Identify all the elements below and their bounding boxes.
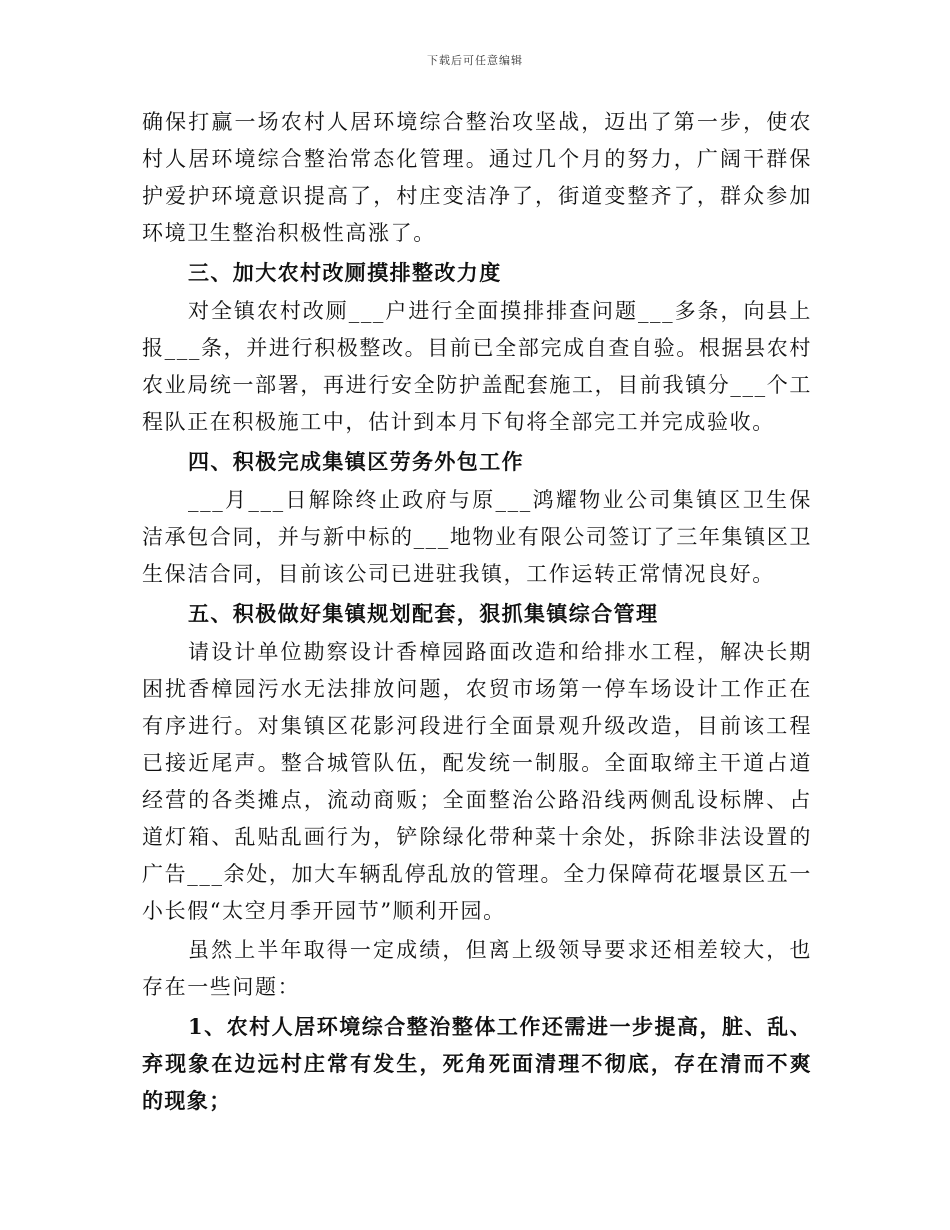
page-header: 下载后可任意编辑 bbox=[427, 54, 523, 67]
document-body bbox=[142, 104, 812, 1119]
problem-item-1: 1、农村人居环境综合整治整体工作还需进一步提高，脏、乱、弃现象在边远村庄常有发生，死角死面清理不彻底，存在清而不爽的现象； bbox=[142, 1014, 812, 1113]
section-heading-4: 四、积极完成集镇区劳务外包工作 bbox=[188, 449, 524, 474]
paragraph-5: 虽然上半年取得一定成绩，但离上级领导要求还相差较大，也存在一些问题： bbox=[142, 938, 812, 999]
paragraph-3: ___月___日解除终止政府与原___鸿耀物业公司集镇区卫生保洁承包合同，并与新中标的___地物业有限公司签订了三年集镇区卫生保洁合同，目前该公司已进驻我镇，工作运转正常情况良好。 bbox=[142, 488, 812, 586]
section-heading-3: 三、加大农村改厕摸排整改力度 bbox=[188, 260, 502, 285]
paragraph-2: 对全镇农村改厕___户进行全面摸排排查问题___多条，向县上报___条，并进行积极整改。目前已全部完成自查自验。根据县农村农业局统一部署，再进行安全防护盖配套施工，目前我镇分___个工程队正在积极施工中，估计到本月下旬将全部完工并完成验收。 bbox=[142, 299, 812, 434]
paragraph-1: 确保打赢一场农村人居环境综合整治攻坚战，迈出了第一步，使农村人居环境综合整治常态化管理。通过几个月的努力，广阔干群保护爱护环境意识提高了，村庄变洁净了，街道变整齐了，群众参加环境卫生整治积极性高涨了。 bbox=[142, 110, 812, 245]
section-heading-5: 五、积极做好集镇规划配套，狠抓集镇综合管理 bbox=[188, 601, 659, 626]
paragraph-4: 请设计单位勘察设计香樟园路面改造和给排水工程，解决长期困扰香樟园污水无法排放问题，农贸市场第一停车场设计工作正在有序进行。对集镇区花影河段进行全面景观升级改造，目前该工程已接近尾声。整合城管队伍，配发统一制服。全面取缔主干道占道经营的各类摊点，流动商贩；全面整治公路沿线两侧乱设标牌、占道灯箱、乱贴乱画行为，铲除绿化带种菜十余处，拆除非法设置的广告___余处，加大车辆乱停乱放的管理。全力保障荷花堰景区五一小长假“太空月季开园节”顺利开园。 bbox=[142, 640, 812, 923]
